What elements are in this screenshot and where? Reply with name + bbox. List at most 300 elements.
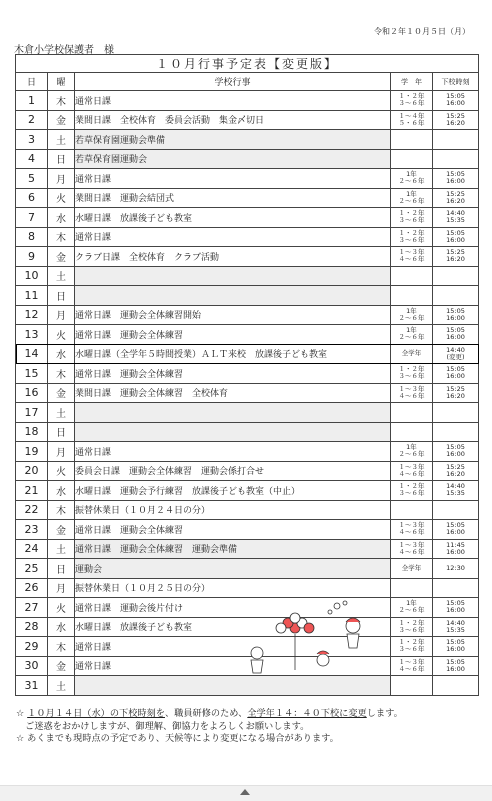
time-cell: [433, 598, 479, 618]
note-3: ☆ あくまでも現時点の予定であり、天候等により変更になる場合があります。: [16, 733, 339, 744]
document-date: 令和２年１０月５日（月）: [374, 27, 470, 36]
grade-line: [391, 581, 432, 588]
time-line: 16:00: [446, 177, 465, 186]
grade-line: 1年: [406, 443, 417, 452]
day-cell: 27: [16, 598, 48, 618]
weekday-cell: 木: [48, 500, 75, 520]
grade-line: １・２年: [398, 482, 425, 491]
grade-line: [391, 412, 432, 419]
grade-line: １・２年: [398, 209, 425, 218]
time-line: [433, 276, 478, 283]
grade-cell: [391, 539, 433, 559]
grade-line: [391, 685, 432, 692]
weekday-cell: 火: [48, 598, 75, 618]
grade-cell: [391, 325, 433, 345]
time-line: 15:05: [446, 170, 465, 179]
grade-cell: [391, 442, 433, 462]
day-cell: 15: [16, 364, 48, 384]
time-line: 15:25: [446, 462, 465, 471]
table-row: [16, 539, 479, 559]
star-mark: ☆: [16, 708, 28, 719]
weekday-cell: 日: [48, 422, 75, 442]
time-line: [433, 510, 478, 517]
event-cell: 運動会: [75, 559, 391, 579]
weekday-cell: 日: [48, 149, 75, 169]
weekday-cell: 金: [48, 247, 75, 267]
table-row: [16, 403, 479, 423]
time-cell: [433, 676, 479, 696]
day-cell: 14: [16, 344, 48, 364]
grade-cell: [391, 110, 433, 130]
time-line: 16:00: [446, 235, 465, 244]
grade-line: [391, 405, 432, 412]
weekday-cell: 水: [48, 208, 75, 228]
grade-line: １・２年: [398, 638, 425, 647]
children-illustration: [235, 598, 375, 678]
weekday-cell: 金: [48, 110, 75, 130]
grade-line: １～３年: [398, 540, 425, 549]
grade-line: [391, 139, 432, 146]
weekday-cell: 土: [48, 539, 75, 559]
time-line: 14:40: [446, 482, 465, 491]
table-row: [16, 266, 479, 286]
time-line: 15:05: [446, 521, 465, 530]
day-cell: 28: [16, 617, 48, 637]
table-title: １０月行事予定表【変更版】: [16, 55, 479, 73]
grade-cell: [391, 208, 433, 228]
time-line: [433, 432, 478, 439]
time-line: [433, 678, 478, 685]
time-line: 15:05: [446, 92, 465, 101]
time-line: 12:30: [446, 563, 465, 572]
grade-cell: [391, 676, 433, 696]
event-cell: 通常日課 運動会全体練習: [75, 325, 391, 345]
event-cell: 若草保育園運動会準備: [75, 130, 391, 150]
grade-cell: [391, 403, 433, 423]
time-cell: [433, 637, 479, 657]
time-cell: [433, 227, 479, 247]
time-line: 15:35: [446, 216, 465, 225]
grade-line: 1年: [406, 189, 417, 198]
time-line: 16:00: [446, 372, 465, 381]
table-row: [16, 188, 479, 208]
weekday-cell: 月: [48, 578, 75, 598]
grade-line: １～３年: [398, 657, 425, 666]
weekday-cell: 月: [48, 169, 75, 189]
time-line: [433, 581, 478, 588]
event-cell: 振替休業日（１０月２５日の分）: [75, 578, 391, 598]
grade-line: 全学年: [401, 563, 422, 572]
time-line: 14:40: [446, 209, 465, 218]
day-cell: 16: [16, 383, 48, 403]
time-cell: [433, 188, 479, 208]
time-line: 15:05: [446, 228, 465, 237]
time-line: 16:00: [446, 313, 465, 322]
event-cell: 若草保育園運動会: [75, 149, 391, 169]
table-row: [16, 305, 479, 325]
grade-line: １・２年: [398, 618, 425, 627]
grade-line: [391, 503, 432, 510]
table-row: [16, 676, 479, 696]
time-cell: [433, 461, 479, 481]
grade-line: ２～６年: [398, 606, 425, 615]
time-line: 11:45: [446, 540, 465, 549]
weekday-cell: 木: [48, 91, 75, 111]
grade-cell: [391, 286, 433, 306]
grade-cell: [391, 559, 433, 579]
caret-up-icon[interactable]: [240, 789, 250, 795]
note-2: ご迷惑をおかけしますが、御理解、御協力をよろしくお願いします。: [16, 720, 310, 732]
time-line: 16:20: [446, 469, 465, 478]
grade-cell: [391, 422, 433, 442]
grade-line: [391, 152, 432, 159]
time-line: [433, 425, 478, 432]
day-cell: 22: [16, 500, 48, 520]
weekday-cell: 火: [48, 188, 75, 208]
grade-line: ４～６年: [398, 528, 425, 537]
note-1: [16, 708, 486, 721]
event-cell: 通常日課: [75, 169, 391, 189]
grade-line: １～４年: [398, 111, 425, 120]
day-cell: 10: [16, 266, 48, 286]
day-cell: 11: [16, 286, 48, 306]
day-cell: 7: [16, 208, 48, 228]
time-line: 15:25: [446, 111, 465, 120]
time-line: 15:25: [446, 248, 465, 257]
note-underline-change: 全学年１４：４０下校に変更: [247, 708, 367, 719]
table-row: [16, 325, 479, 345]
grade-line: [391, 288, 432, 295]
time-line: 15:05: [446, 638, 465, 647]
weekday-cell: 水: [48, 481, 75, 501]
time-cell: [433, 305, 479, 325]
event-cell: 通常日課: [75, 637, 391, 657]
grade-cell: [391, 500, 433, 520]
grade-line: １・２年: [398, 228, 425, 237]
weekday-cell: 土: [48, 403, 75, 423]
grade-cell: [391, 364, 433, 384]
grade-cell: [391, 617, 433, 637]
weekday-cell: 月: [48, 305, 75, 325]
time-line: 16:00: [446, 99, 465, 108]
grade-cell: [391, 578, 433, 598]
event-cell: 水曜日課 放課後子ども教室: [75, 208, 391, 228]
weekday-cell: 土: [48, 130, 75, 150]
time-cell: [433, 130, 479, 150]
day-cell: 9: [16, 247, 48, 267]
day-cell: 1: [16, 91, 48, 111]
table-row: [16, 520, 479, 540]
time-cell: [433, 344, 479, 364]
event-cell: 業間日課 全校体育 委員会活動 集金〆切日: [75, 110, 391, 130]
note-text-end: します。: [366, 708, 403, 719]
grade-cell: [391, 91, 433, 111]
grade-cell: [391, 227, 433, 247]
time-cell: [433, 617, 479, 637]
event-cell: [75, 422, 391, 442]
time-cell: [433, 656, 479, 676]
event-cell: 振替休業日（１０月２４日の分）: [75, 500, 391, 520]
grade-line: ３～６年: [398, 235, 425, 244]
table-row: [16, 247, 479, 267]
time-line: 15:05: [446, 326, 465, 335]
time-line: 16:20: [446, 196, 465, 205]
event-cell: [75, 286, 391, 306]
note-underline-date: １０月１４日（水）の下校時刻を: [27, 708, 165, 719]
day-cell: 17: [16, 403, 48, 423]
grade-cell: [391, 481, 433, 501]
time-line: 16:00: [446, 333, 465, 342]
time-cell: [433, 559, 479, 579]
event-cell: 通常日課 運動会全体練習 運動会準備: [75, 539, 391, 559]
grade-cell: [391, 169, 433, 189]
table-row: [16, 442, 479, 462]
grade-cell: [391, 247, 433, 267]
grade-line: ２～６年: [398, 450, 425, 459]
time-line: [433, 132, 478, 139]
time-cell: [433, 208, 479, 228]
day-cell: 5: [16, 169, 48, 189]
weekday-cell: 火: [48, 461, 75, 481]
event-cell: 水曜日課（全学年５時間授業）ＡＬＴ来校 放課後子ども教室: [75, 344, 391, 364]
event-cell: 通常日課: [75, 91, 391, 111]
time-line: [433, 159, 478, 166]
weekday-cell: 火: [48, 325, 75, 345]
event-cell: 通常日課: [75, 656, 391, 676]
table-row: [16, 461, 479, 481]
event-cell: 水曜日課 運動会予行練習 放課後子ども教室（中止）: [75, 481, 391, 501]
header-day: 日: [16, 73, 48, 91]
day-cell: 26: [16, 578, 48, 598]
grade-cell: [391, 149, 433, 169]
grade-cell: [391, 188, 433, 208]
grade-cell: [391, 520, 433, 540]
time-cell: [433, 383, 479, 403]
addressee: 木倉小学校保護者 様: [14, 45, 114, 56]
grade-line: [391, 276, 432, 283]
day-cell: 8: [16, 227, 48, 247]
grade-line: 1年: [406, 170, 417, 179]
table-row: [16, 149, 479, 169]
grade-line: [391, 588, 432, 595]
day-cell: 25: [16, 559, 48, 579]
time-line: [433, 288, 478, 295]
time-cell: [433, 110, 479, 130]
grade-line: ４～６年: [398, 547, 425, 556]
time-line: [433, 269, 478, 276]
notes: [16, 708, 486, 746]
grade-line: [391, 269, 432, 276]
grade-line: ３～６年: [398, 625, 425, 634]
grade-line: １～３年: [398, 248, 425, 257]
time-line: 16:00: [446, 664, 465, 673]
weekday-cell: 木: [48, 364, 75, 384]
time-line: [433, 503, 478, 510]
time-line: [433, 588, 478, 595]
weekday-cell: 金: [48, 383, 75, 403]
grade-cell: [391, 383, 433, 403]
weekday-cell: 木: [48, 227, 75, 247]
grade-cell: [391, 344, 433, 364]
grade-line: [391, 432, 432, 439]
time-line: (変更): [446, 352, 465, 361]
day-cell: 21: [16, 481, 48, 501]
table-row: [16, 91, 479, 111]
grade-line: １～３年: [398, 462, 425, 471]
event-cell: 通常日課 運動会全体練習: [75, 364, 391, 384]
table-row: [16, 227, 479, 247]
time-line: 14:40: [446, 345, 465, 354]
weekday-cell: 日: [48, 559, 75, 579]
time-line: 16:00: [446, 450, 465, 459]
grade-line: [391, 510, 432, 517]
grade-line: ３～６年: [398, 645, 425, 654]
time-cell: [433, 422, 479, 442]
grade-line: [391, 132, 432, 139]
day-cell: 13: [16, 325, 48, 345]
bottom-bar: [0, 785, 492, 801]
table-row: [16, 344, 479, 364]
grade-line: ３～６年: [398, 216, 425, 225]
event-cell: 業間日課 運動会結団式: [75, 188, 391, 208]
day-cell: 29: [16, 637, 48, 657]
time-line: [433, 412, 478, 419]
time-cell: [433, 169, 479, 189]
note-text: 、職員研修のため、: [164, 708, 248, 719]
weekday-cell: 金: [48, 520, 75, 540]
time-cell: [433, 247, 479, 267]
table-row: [16, 169, 479, 189]
header-event: 学校行事: [75, 73, 391, 91]
time-line: 14:40: [446, 618, 465, 627]
table-row: [16, 208, 479, 228]
time-cell: [433, 364, 479, 384]
table-row: [16, 110, 479, 130]
grade-line: ４～６年: [398, 664, 425, 673]
grade-cell: [391, 266, 433, 286]
time-cell: [433, 578, 479, 598]
day-cell: 23: [16, 520, 48, 540]
grade-line: ２～６年: [398, 333, 425, 342]
time-line: 15:05: [446, 365, 465, 374]
grade-line: 1年: [406, 326, 417, 335]
day-cell: 6: [16, 188, 48, 208]
time-line: 15:25: [446, 384, 465, 393]
grade-line: １・２年: [398, 92, 425, 101]
table-row: [16, 130, 479, 150]
weekday-cell: 土: [48, 266, 75, 286]
day-cell: 3: [16, 130, 48, 150]
grade-cell: [391, 637, 433, 657]
day-cell: 2: [16, 110, 48, 130]
time-line: 15:05: [446, 443, 465, 452]
grade-line: ２～６年: [398, 177, 425, 186]
time-cell: [433, 266, 479, 286]
time-cell: [433, 91, 479, 111]
time-line: 16:00: [446, 528, 465, 537]
time-cell: [433, 539, 479, 559]
time-line: 15:05: [446, 306, 465, 315]
grade-line: １～３年: [398, 384, 425, 393]
grade-cell: [391, 305, 433, 325]
day-cell: 20: [16, 461, 48, 481]
grade-cell: [391, 598, 433, 618]
event-cell: 通常日課 運動会後片付け: [75, 598, 391, 618]
time-line: 15:35: [446, 489, 465, 498]
event-cell: [75, 676, 391, 696]
day-cell: 4: [16, 149, 48, 169]
time-line: 16:00: [446, 547, 465, 556]
day-cell: 24: [16, 539, 48, 559]
time-cell: [433, 325, 479, 345]
time-line: [433, 139, 478, 146]
grade-line: ３～６年: [398, 99, 425, 108]
weekday-cell: 日: [48, 286, 75, 306]
time-cell: [433, 500, 479, 520]
time-line: 15:05: [446, 657, 465, 666]
grade-line: [391, 678, 432, 685]
time-cell: [433, 149, 479, 169]
time-line: [433, 685, 478, 692]
grade-line: ３～６年: [398, 372, 425, 381]
header-dismissal-time: 下校時刻: [433, 73, 479, 91]
grade-line: 1年: [406, 306, 417, 315]
event-cell: 業間日課 運動会全体練習 全校体育: [75, 383, 391, 403]
event-cell: 通常日課: [75, 227, 391, 247]
table-row: [16, 383, 479, 403]
time-cell: [433, 481, 479, 501]
event-cell: [75, 403, 391, 423]
table-row: [16, 364, 479, 384]
table-row: [16, 500, 479, 520]
time-line: 16:20: [446, 118, 465, 127]
time-line: 16:20: [446, 391, 465, 400]
time-line: 15:05: [446, 599, 465, 608]
time-line: 16:20: [446, 255, 465, 264]
grade-line: [391, 295, 432, 302]
time-cell: [433, 403, 479, 423]
day-cell: 31: [16, 676, 48, 696]
header-weekday: 曜: [48, 73, 75, 91]
weekday-cell: 月: [48, 442, 75, 462]
event-cell: [75, 266, 391, 286]
time-line: [433, 295, 478, 302]
table-row: [16, 286, 479, 306]
grade-line: [391, 425, 432, 432]
event-cell: 水曜日課 放課後子ども教室: [75, 617, 391, 637]
grade-line: ２～６年: [398, 313, 425, 322]
grade-line: ３～６年: [398, 489, 425, 498]
table-row: [16, 578, 479, 598]
event-cell: 通常日課 運動会全体練習開始: [75, 305, 391, 325]
grade-line: 1年: [406, 599, 417, 608]
time-line: [433, 405, 478, 412]
time-cell: [433, 520, 479, 540]
grade-cell: [391, 461, 433, 481]
time-line: 15:25: [446, 189, 465, 198]
table-row: [16, 422, 479, 442]
grade-line: ５・６年: [398, 118, 425, 127]
table-row: [16, 559, 479, 579]
table-row: [16, 481, 479, 501]
event-cell: 委員会日課 運動会全体練習 運動会係打合せ: [75, 461, 391, 481]
event-cell: 通常日課 運動会全体練習: [75, 520, 391, 540]
time-line: 16:00: [446, 606, 465, 615]
day-cell: 12: [16, 305, 48, 325]
grade-line: ４～６年: [398, 469, 425, 478]
grade-line: １～３年: [398, 521, 425, 530]
day-cell: 30: [16, 656, 48, 676]
